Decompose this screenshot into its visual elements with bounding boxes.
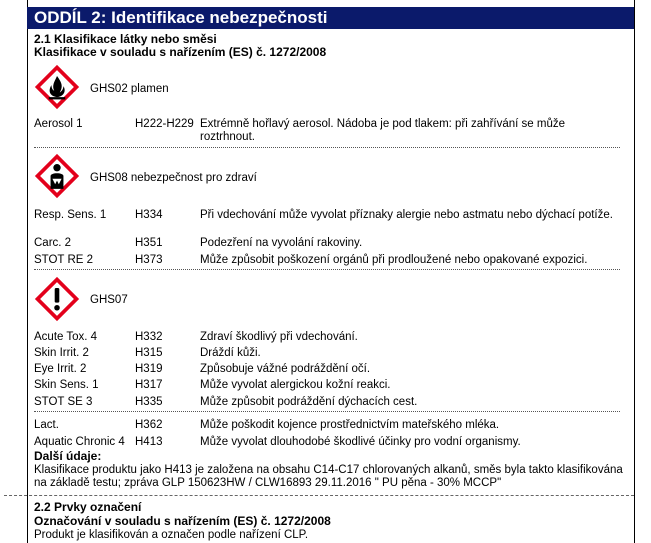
hazard-class: Aerosol 1 [34, 118, 83, 130]
further-info-heading: Další údaje: [34, 449, 102, 463]
hazard-code: H222-H229 [135, 118, 194, 130]
hazard-code: H373 [135, 254, 163, 266]
hazard-class: STOT SE 3 [34, 396, 93, 408]
pictogram-label-ghs07: GHS07 [90, 294, 128, 306]
hazard-class: Aquatic Chronic 4 [34, 436, 125, 448]
subsection-2-1-heading: 2.1 Klasifikace látky nebo směsi [34, 32, 217, 46]
hazard-statement: Při vdechování může vyvolat příznaky alergie nebo astmatu nebo dýchací potíže. [200, 209, 613, 221]
hazard-code: H317 [135, 379, 163, 391]
hazard-class: STOT RE 2 [34, 254, 94, 266]
hazard-code: H351 [135, 237, 163, 249]
pictogram-label-ghs08: GHS08 nebezpečnost pro zdraví [90, 172, 257, 184]
hazard-statement: Podezření na vyvolání rakoviny. [200, 237, 363, 249]
pictogram-label-ghs02: GHS02 plamen [90, 83, 169, 95]
section-title: ODDÍL 2: Identifikace nebezpečnosti [34, 8, 328, 27]
hazard-statement: Může způsobit podráždění dýchacích cest. [200, 396, 418, 408]
subsection-2-2-heading: 2.2 Prvky označení [34, 500, 142, 514]
dotted-separator [34, 269, 620, 270]
exclamation-icon [34, 276, 80, 322]
hazard-statement: Může vyvolat alergickou kožní reakci. [200, 379, 391, 391]
hazard-class: Eye Irrit. 2 [34, 363, 87, 375]
hazard-statement: Extrémně hořlavý aerosol. Nádoba je pod tlakem: při zahřívání se může roztrhnout. [200, 118, 565, 143]
hazard-code: H332 [135, 331, 163, 343]
hazard-statement: Může způsobit poškození orgánů při prodloužené nebo opakované expozici. [200, 254, 588, 266]
hazard-class: Acute Tox. 4 [34, 331, 98, 343]
hazard-statement: Může vyvolat dlouhodobé škodlivé účinky pro vodní organismy. [200, 436, 521, 448]
classification-heading: Klasifikace v souladu s nařízením (ES) č. 1272/2008 [34, 45, 327, 59]
hazard-code: H335 [135, 396, 163, 408]
hazard-code: H362 [135, 419, 163, 431]
hazard-class: Carc. 2 [34, 237, 72, 249]
hazard-class: Skin Irrit. 2 [34, 347, 89, 359]
hazard-code: H315 [135, 347, 163, 359]
frame-right-border [634, 0, 635, 543]
hazard-statement: Může poškodit kojence prostřednictvím mateřského mléka. [200, 419, 500, 431]
hazard-code: H319 [135, 363, 163, 375]
further-info-text: Klasifikace produktu jako H413 je založena na obsahu C14-C17 chlorovaných alkanů, směs byla takto klasifikována na základě testu; zpráva GLP 150623HW / CLW16893 29.11.2016 " PU pěna - 30% MCCP" [34, 464, 623, 489]
hazard-statement: Zdraví škodlivý při vdechování. [200, 331, 358, 343]
hazard-code: H334 [135, 209, 163, 221]
frame-left-border [27, 0, 28, 543]
labelling-heading: Označování v souladu s nařízením (ES) č. 1272/2008 [34, 514, 331, 528]
section-title-bar [27, 7, 634, 29]
dotted-separator [34, 411, 620, 412]
hazard-code: H413 [135, 436, 163, 448]
health-hazard-icon [34, 153, 80, 199]
dashed-separator [4, 495, 634, 496]
hazard-class: Resp. Sens. 1 [34, 209, 107, 221]
labelling-text: Produkt je klasifikován a označen podle nařízení CLP. [34, 529, 309, 541]
hazard-statement: Způsobuje vážné podráždění očí. [200, 363, 371, 375]
hazard-class: Skin Sens. 1 [34, 379, 99, 391]
flame-icon [34, 64, 80, 110]
dotted-separator [34, 147, 620, 148]
hazard-class: Lact. [34, 419, 59, 431]
hazard-statement: Dráždí kůži. [200, 347, 261, 359]
